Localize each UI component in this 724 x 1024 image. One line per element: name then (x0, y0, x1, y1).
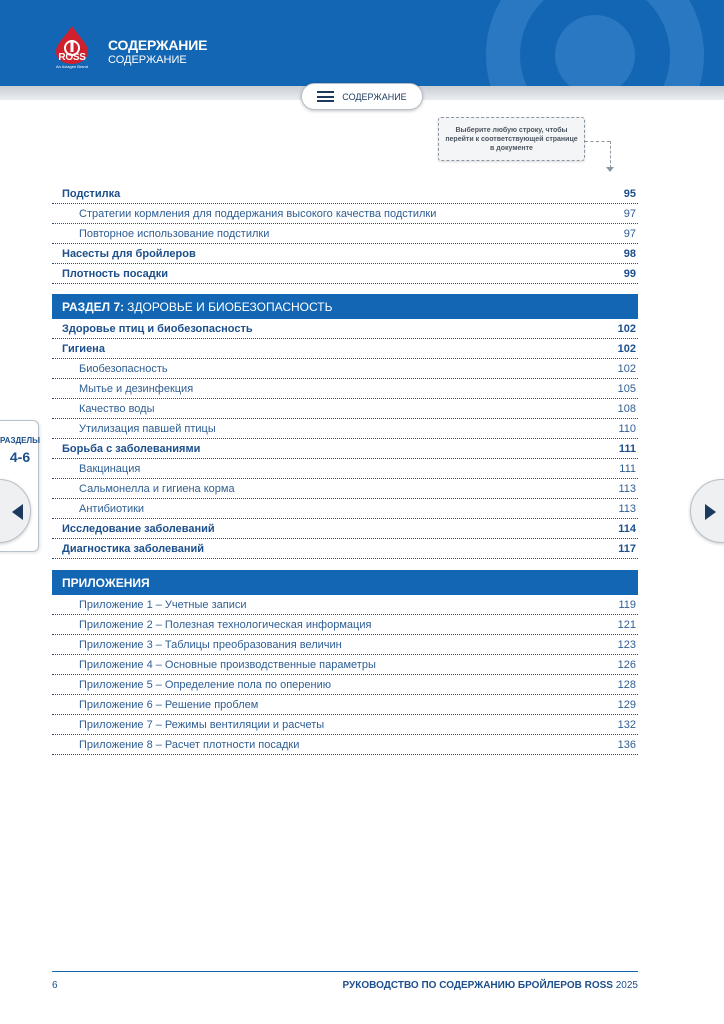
toc-entry-page: 110 (618, 422, 636, 435)
toc-entry-title: Сальмонелла и гигиена корма (79, 482, 235, 495)
toc-entry-title: Мытье и дезинфекция (79, 382, 194, 395)
toc-entry-page: 136 (617, 738, 636, 751)
toc-entry-title: Исследование заболеваний (62, 522, 215, 535)
toc-entry-title: Борьба с заболеваниями (62, 442, 201, 455)
toc-entry-page: 111 (619, 462, 636, 475)
hint-connector (585, 141, 610, 142)
toc-entry-page: 119 (618, 598, 636, 611)
toc-entry-title: Антибиотики (79, 502, 145, 515)
toc-entry-page: 132 (617, 718, 636, 731)
toc-entry-title: Приложение 4 – Основные производственные параметры (79, 658, 376, 671)
toc-entry-title: Приложение 8 – Расчет плотности посадки (79, 738, 300, 751)
logo-tagline: An Aviagen Brand (56, 64, 88, 69)
appendices-list (52, 595, 638, 755)
footer-document-title (342, 980, 638, 991)
decorative-logo-watermark (470, 0, 720, 86)
toc-entry-title: Стратегии кормления для поддержания высокого качества подстилки (79, 207, 437, 220)
toc-entry-title: Приложение 3 – Таблицы преобразования величин (79, 638, 342, 651)
toc-entry-title: Качество воды (79, 402, 155, 415)
page-title: СОДЕРЖАНИЕ (108, 37, 208, 53)
section-7-list (52, 319, 638, 559)
menu-icon (317, 91, 334, 102)
toc-entry-page: 113 (618, 482, 636, 495)
toc-top-list (52, 184, 638, 284)
toc-entry-title: Подстилка (62, 187, 121, 200)
toc-row[interactable] (52, 595, 638, 615)
toc-row[interactable] (52, 655, 638, 675)
toc-row[interactable] (52, 519, 638, 539)
toc-entry-title: Гигиена (62, 342, 105, 355)
toc-row[interactable] (52, 635, 638, 655)
toc-entry-title: Повторное использование подстилки (79, 227, 270, 240)
toc-entry-page: 95 (623, 187, 636, 200)
toc-entry-title: Приложение 6 – Решение проблем (79, 698, 259, 711)
section-header (52, 570, 638, 595)
toc-row[interactable] (52, 735, 638, 755)
logo-wordmark: ROSS (58, 52, 86, 63)
contents-button-label: СОДЕРЖАНИЕ (342, 91, 407, 102)
hint-text: Выберите любую строку, чтобы перейти к соответствующей странице в документе (445, 126, 578, 152)
toc-entry-page: 99 (623, 267, 636, 280)
section-7 (52, 294, 638, 559)
toc-entry-page: 102 (617, 362, 636, 375)
hint-connector-vertical (610, 141, 611, 168)
section-title: ПРИЛОЖЕНИЯ (62, 575, 150, 590)
toc-entry-page: 102 (617, 322, 636, 335)
footer-title-text: РУКОВОДСТВО ПО СОДЕРЖАНИЮ БРОЙЛЕРОВ ROSS (342, 980, 613, 991)
toc-entry-title: Утилизация павшей птицы (79, 422, 216, 435)
toc-entry-title: Вакцинация (79, 462, 141, 475)
toc-entry-page: 108 (617, 402, 636, 415)
toc-row[interactable] (52, 319, 638, 339)
toc-entry-page: 97 (623, 207, 636, 220)
arrow-left-icon (12, 504, 23, 520)
toc-row[interactable] (52, 224, 638, 244)
toc-row[interactable] (52, 184, 638, 204)
toc-entry-page: 117 (618, 542, 636, 555)
toc-entry-page: 105 (617, 382, 636, 395)
toc-row[interactable] (52, 615, 638, 635)
toc-row[interactable] (52, 339, 638, 359)
toc-entry-title: Приложение 2 – Полезная технологическая информация (79, 618, 372, 631)
hint-box (438, 117, 585, 161)
footer-year: 2025 (615, 980, 638, 991)
toc-entry-title: Плотность посадки (62, 267, 168, 280)
toc-row[interactable] (52, 459, 638, 479)
section-title: ЗДОРОВЬЕ И БИОБЕЗОПАСНОСТЬ (127, 299, 333, 314)
toc-row[interactable] (52, 499, 638, 519)
toc-row[interactable] (52, 479, 638, 499)
toc-entry-page: 98 (623, 247, 636, 260)
toc-entry-page: 126 (617, 658, 636, 671)
section-header (52, 294, 638, 319)
toc-entry-page: 102 (617, 342, 636, 355)
toc-entry-title: Здоровье птиц и биобезопасность (62, 322, 253, 335)
toc-row[interactable] (52, 399, 638, 419)
toc-entry-page: 97 (623, 227, 636, 240)
toc-entry-page: 114 (618, 522, 636, 535)
toc-row[interactable] (52, 675, 638, 695)
toc-entry-page: 111 (618, 442, 636, 455)
page-subtitle: СОДЕРЖАНИЕ (108, 54, 187, 66)
toc-entry-title: Биобезопасность (79, 362, 168, 375)
page-number: 6 (52, 980, 58, 991)
toc-row[interactable] (52, 695, 638, 715)
hint-arrow-icon (606, 167, 614, 172)
toc-entry-page: 113 (618, 502, 636, 515)
toc-entry-title: Приложение 5 – Определение пола по оперению (79, 678, 331, 691)
toc-row[interactable] (52, 419, 638, 439)
appendices-section (52, 570, 638, 755)
toc-row[interactable] (52, 539, 638, 559)
toc-entry-page: 128 (617, 678, 636, 691)
contents-button[interactable] (301, 83, 423, 110)
toc-entry-page: 129 (617, 698, 636, 711)
header-bar (0, 0, 724, 86)
toc-entry-title: Приложение 1 – Учетные записи (79, 598, 247, 611)
arrow-right-icon (705, 504, 716, 520)
toc-row[interactable] (52, 244, 638, 264)
toc-entry-page: 121 (617, 618, 636, 631)
footer-divider (52, 971, 638, 972)
sections-tab-range: 4-6 (9, 449, 31, 465)
next-page-button[interactable] (690, 479, 724, 543)
toc-row[interactable] (52, 439, 638, 459)
toc-entry-page: 123 (617, 638, 636, 651)
sections-tab-label: РАЗДЕЛЫ (0, 436, 40, 445)
toc-entry-title: Насесты для бройлеров (62, 247, 196, 260)
toc-row[interactable] (52, 359, 638, 379)
toc-entry-title: Приложение 7 – Режимы вентиляции и расчеты (79, 718, 325, 731)
toc-entry-title: Диагностика заболеваний (62, 542, 205, 555)
toc-row[interactable] (52, 715, 638, 735)
toc-row[interactable] (52, 379, 638, 399)
section-label: РАЗДЕЛ 7: (62, 299, 125, 314)
toc-row[interactable] (52, 204, 638, 224)
toc-row[interactable] (52, 264, 638, 284)
